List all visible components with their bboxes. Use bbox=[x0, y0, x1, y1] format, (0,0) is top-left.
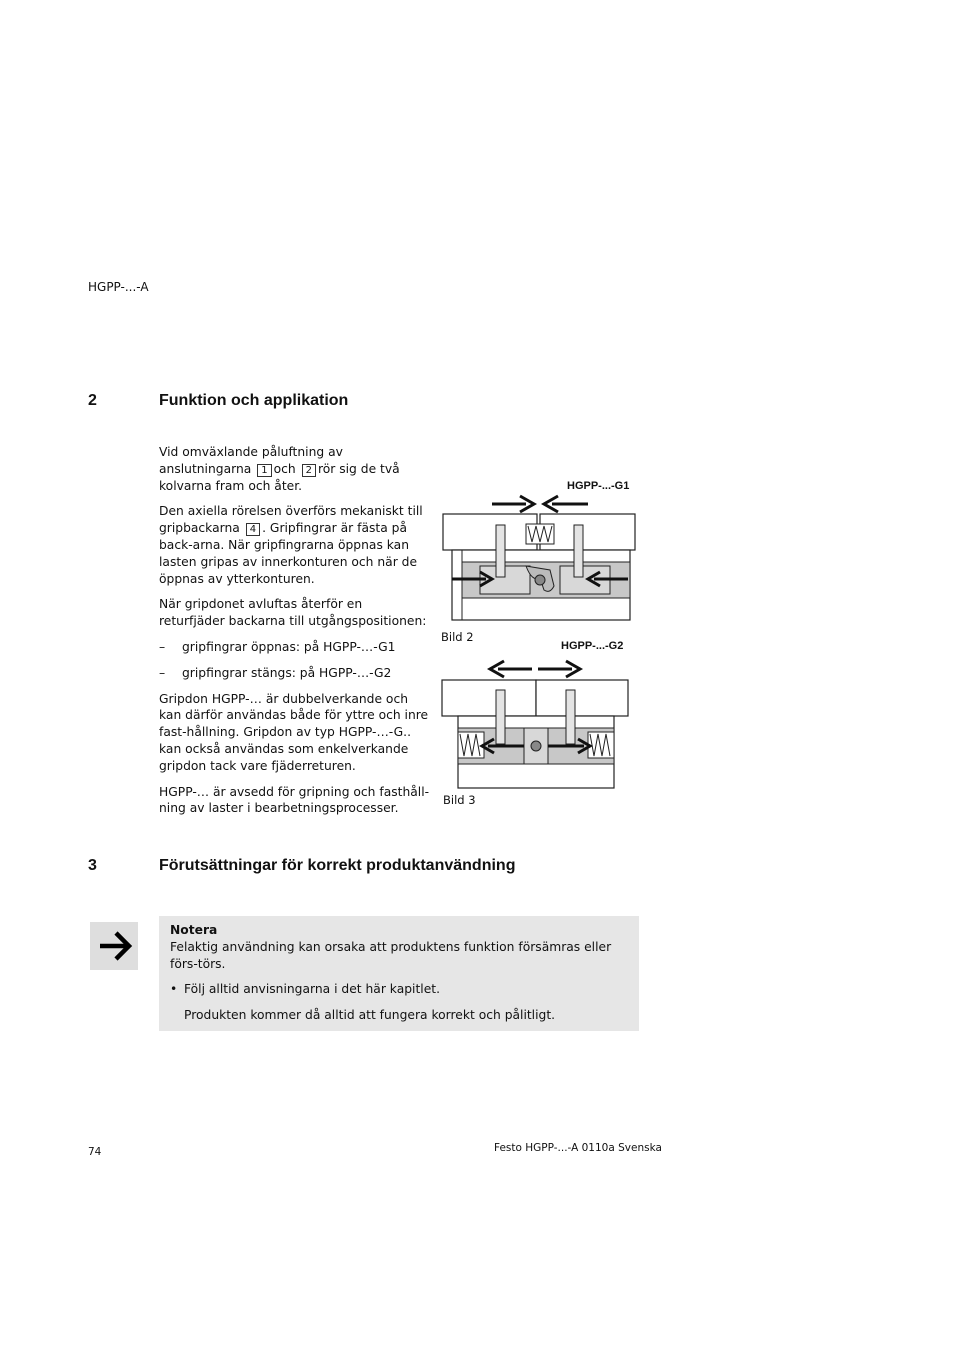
list-item-text: gripfingrar stängs: på HGPP-…-G2 bbox=[182, 665, 392, 680]
figure-label: HGPP-...-G2 bbox=[561, 640, 624, 652]
section-number: 2 bbox=[88, 392, 97, 409]
paragraph-text: . Gripfingrar är fästa på back-arna. När gripfingrarna öppnas kan lasten gripas av innerkonturen och när de öppnas av ytterkonturen. bbox=[159, 521, 418, 586]
paragraph bbox=[159, 444, 431, 494]
note-icon-box bbox=[90, 922, 138, 970]
section-body bbox=[159, 444, 431, 826]
list-item bbox=[159, 639, 431, 656]
list-item-text: gripfingrar öppnas: på HGPP-…-G1 bbox=[182, 639, 396, 654]
note-result: Produkten kommer då alltid att fungera korrekt och pålitligt. bbox=[184, 1008, 556, 1023]
port-number-box: 1 bbox=[257, 464, 271, 477]
paragraph: När gripdonet avluftas återför en returfjäder backarna till utgångspositionen: bbox=[159, 597, 427, 629]
paragraph: Gripdon HGPP-… är dubbelverkande och kan därför användas både för yttre och inre fast-hållning. Gripdon av typ HGPP-…-G.. kan också användas som enkelverkande gripdon tack vare fjäderreturen. bbox=[159, 691, 429, 773]
note-box bbox=[159, 916, 639, 1031]
section-number: 3 bbox=[88, 857, 97, 874]
paragraph-text: Den axiella rörelsen överförs mekaniskt till gripbackarna bbox=[159, 504, 423, 536]
page-number: 74 bbox=[88, 1146, 102, 1158]
paragraph-text: rör sig de två kolvarna fram och åter. bbox=[159, 461, 400, 493]
list-dash: – bbox=[159, 639, 166, 654]
port-number-box: 2 bbox=[302, 464, 316, 477]
gripper-g2-diagram bbox=[440, 654, 632, 790]
gripper-g1-diagram bbox=[440, 490, 640, 625]
running-header: HGPP-...-A bbox=[88, 280, 149, 294]
arrow-right-icon bbox=[90, 922, 138, 970]
figure-caption: Bild 2 bbox=[441, 630, 474, 644]
section-title: Förutsättningar för korrekt produktanvändning bbox=[159, 857, 516, 874]
note-bullet-item bbox=[170, 981, 628, 998]
note-text: Felaktig användning kan orsaka att produktens funktion försämras eller förs-törs. bbox=[170, 939, 612, 971]
list-dash: – bbox=[159, 665, 166, 680]
list-item bbox=[159, 665, 431, 682]
part-number-box: 4 bbox=[246, 523, 260, 536]
figure-caption: Bild 3 bbox=[443, 793, 476, 807]
note-title: Notera bbox=[170, 923, 218, 937]
bullet: • bbox=[170, 982, 178, 997]
paragraph bbox=[159, 503, 431, 587]
paragraph: HGPP-… är avsedd för gripning och fasthåll-ning av laster i bearbetningsprocesser. bbox=[159, 784, 430, 816]
figure-label: HGPP-...-G1 bbox=[567, 480, 630, 492]
paragraph-text: Vid omväxlande påluftning av anslutningarna bbox=[159, 445, 343, 476]
note-bullet-text: Följ alltid anvisningarna i det här kapitlet. bbox=[184, 982, 440, 997]
footer-doc-info: Festo HGPP-...-A 0110a Svenska bbox=[494, 1142, 662, 1154]
section-title: Funktion och applikation bbox=[159, 392, 349, 409]
paragraph-text: och bbox=[273, 461, 296, 476]
